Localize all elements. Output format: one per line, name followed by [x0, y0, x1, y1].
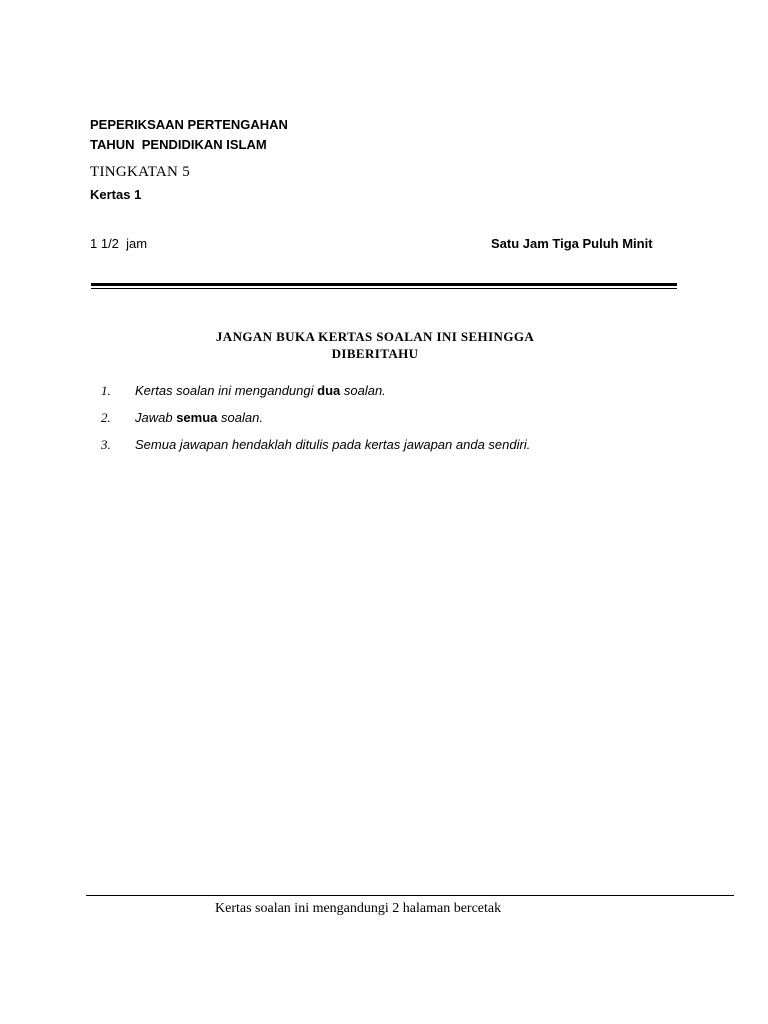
duration-short: 1 1/2 jam — [90, 236, 148, 251]
exam-name: PEPERIKSAAN PERTENGAHAN — [90, 117, 288, 132]
instruction-emphasis: semua — [176, 410, 218, 425]
instruction-item — [101, 410, 263, 426]
warning-line-1: JANGAN BUKA KERTAS SOALAN INI SEHINGGA — [215, 329, 535, 344]
instruction-number: 2. — [101, 410, 111, 425]
instruction-item — [101, 383, 386, 399]
warning-line-2: DIBERITAHU — [331, 346, 419, 361]
form-level: TINGKATAN 5 — [90, 164, 191, 180]
header-divider-thick — [91, 283, 677, 286]
instruction-text: Jawab — [135, 410, 177, 425]
instruction-number: 3. — [101, 437, 111, 452]
instruction-emphasis: dua — [317, 383, 341, 398]
instruction-text-end: soalan. — [340, 383, 386, 398]
instruction-number: 1. — [101, 383, 111, 398]
duration-long: Satu Jam Tiga Puluh Minit — [491, 236, 653, 251]
year-subject: TAHUN PENDIDIKAN ISLAM — [90, 137, 267, 152]
instruction-item — [101, 437, 530, 453]
header-divider-thin — [91, 288, 677, 289]
instruction-text: Semua jawapan hendaklah ditulis pada kertas jawapan anda sendiri. — [135, 437, 531, 452]
paper-number: Kertas 1 — [90, 187, 142, 202]
footer-divider — [86, 895, 734, 896]
instruction-text-end: soalan. — [217, 410, 263, 425]
instruction-text: Kertas soalan ini mengandungi — [135, 383, 318, 398]
footer-page-count-note: Kertas soalan ini mengandungi 2 halaman bercetak — [215, 901, 502, 916]
warning-notice — [140, 328, 610, 362]
